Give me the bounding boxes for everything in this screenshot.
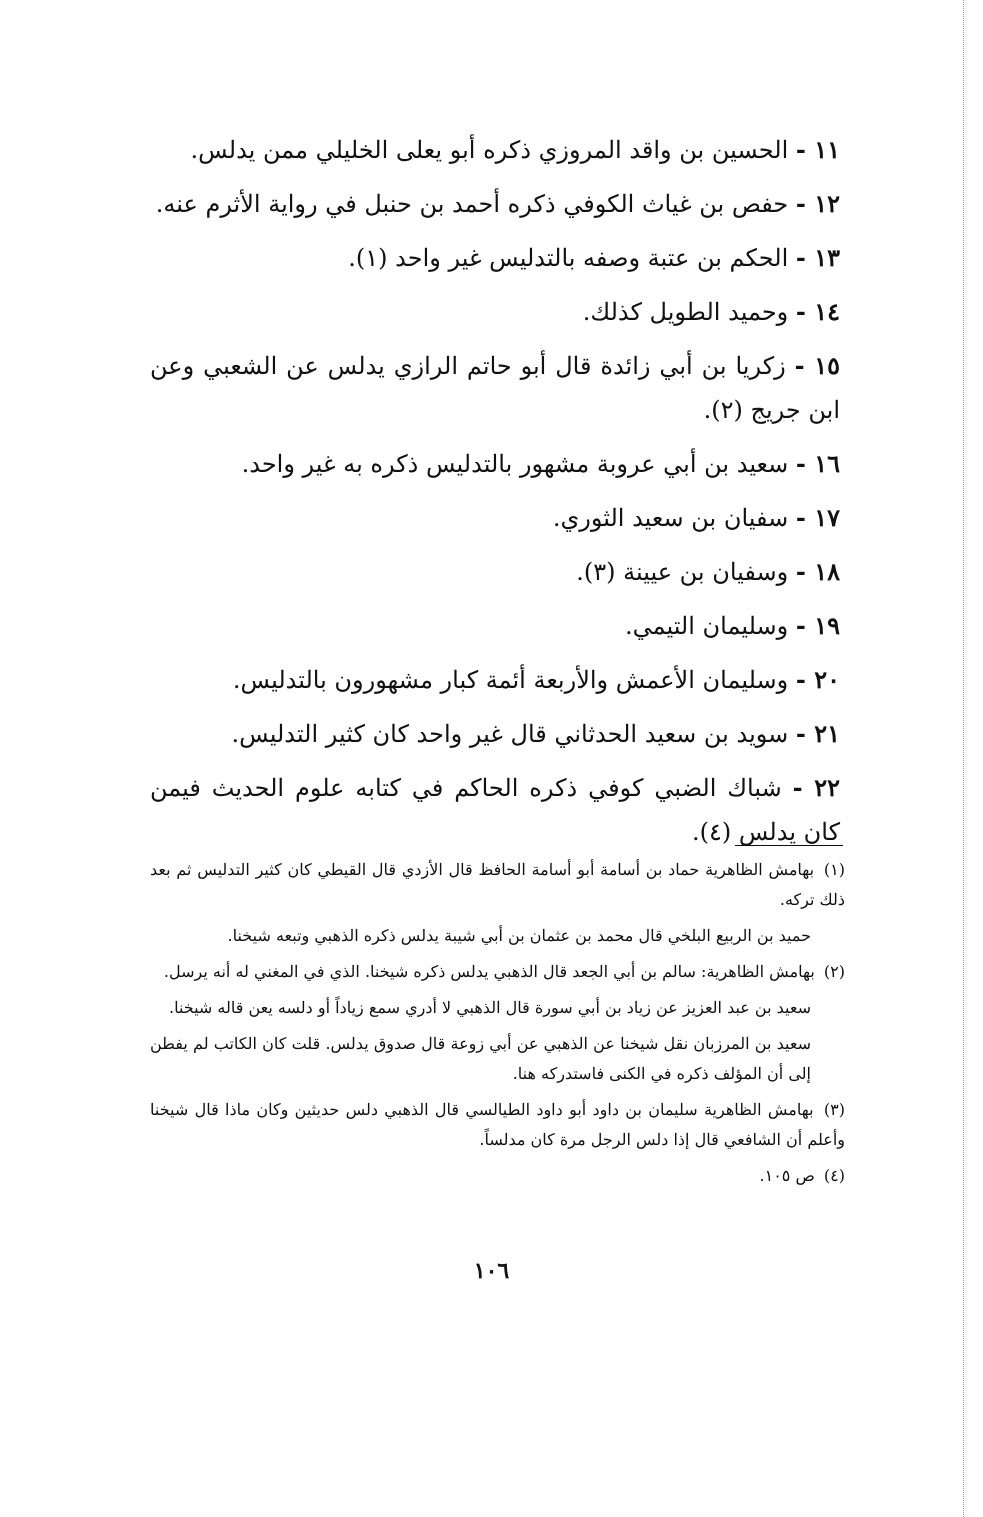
page-edge-line xyxy=(963,0,964,1517)
footnote: سعيد بن المرزبان نقل شيخنا عن الذهبي عن أبي زوعة قال صدوق يدلس. قلت كان الكاتب لم يفطن إلى أن المؤلف ذكره في الكنى فاستدركه هنا. xyxy=(150,1034,811,1083)
page-number: ١٠٦ xyxy=(473,1258,510,1284)
footnote: (٢) بهامش الظاهرية: سالم بن أبي الجعد قال الذهبي يدلس ذكره شيخنا. الذي في المغني له أنه يرسل. xyxy=(163,962,845,981)
footnote: (٤) ص ١٠٥. xyxy=(759,1166,845,1185)
list-item: ١٢ - حفص بن غياث الكوفي ذكره أحمد بن حنبل في رواية الأثرم عنه. xyxy=(155,189,840,218)
footnote: (٣) بهامش الظاهرية سليمان بن داود أبو داود الطيالسي قال الذهبي دلس حديثين وكان ماذا قال شيخنا وأعلم أن الشافعي قال إذا دلس الرجل مرة كان مدلساً. xyxy=(150,1100,845,1149)
list-item: ١٥ - زكريا بن أبي زائدة قال أبو حاتم الرازي يدلس عن الشعبي وعن ابن جريج (٢). xyxy=(150,351,840,424)
footnote: سعيد بن عبد العزيز عن زياد بن أبي سورة قال الذهبي لا أدري سمع زياداً أو دلسه يعن قاله شيخنا. xyxy=(168,998,811,1017)
footnote-separator xyxy=(735,845,843,846)
list-item: ١٩ - وسليمان التيمي. xyxy=(624,611,840,640)
list-item: ١٣ - الحكم بن عتبة وصفه بالتدليس غير واحد (١). xyxy=(348,243,840,272)
list-item: ١١ - الحسين بن واقد المروزي ذكره أبو يعلى الخليلي ممن يدلس. xyxy=(190,135,840,164)
footnote: حميد بن الربيع البلخي قال محمد بن عثمان بن أبي شيبة يدلس ذكره الذهبي وتبعه شيخنا. xyxy=(227,926,811,945)
list-item: ٢٠ - وسليمان الأعمش والأربعة أئمة كبار مشهورون بالتدليس. xyxy=(232,665,840,694)
list-item: ١٧ - سفيان بن سعيد الثوري. xyxy=(552,503,840,532)
list-item: ١٨ - وسفيان بن عيينة (٣). xyxy=(576,557,840,586)
footnotes xyxy=(150,855,845,1197)
list-item: ٢١ - سويد بن سعيد الحدثاني قال غير واحد كان كثير التدليس. xyxy=(231,719,840,748)
list-item: ١٦ - سعيد بن أبي عروبة مشهور بالتدليس ذكره به غير واحد. xyxy=(241,449,840,478)
list-item: ١٤ - وحميد الطويل كذلك. xyxy=(582,297,840,326)
footnote: (١) بهامش الظاهرية حماد بن أسامة أبو أسامة الحافظ قال الأزدي قال القيطي كان كثير التدليس ثم بعد ذلك تركه. xyxy=(150,860,845,909)
main-text xyxy=(150,128,840,864)
list-item: ٢٢ - شباك الضبي كوفي ذكره الحاكم في كتابه علوم الحديث فيمن كان يدلس (٤). xyxy=(150,773,840,846)
